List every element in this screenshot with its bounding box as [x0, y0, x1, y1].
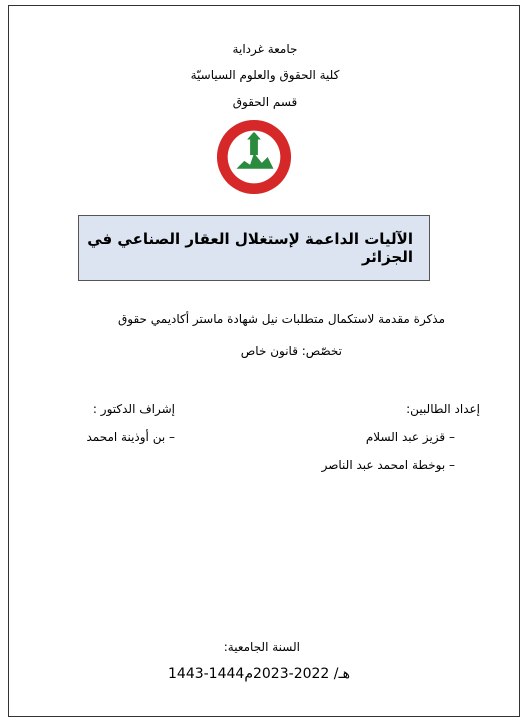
- specialization: تخصّص: قانون خاص: [240, 344, 342, 358]
- page-border: [8, 5, 520, 717]
- supervisor-name: – بن أوذينة امحمد: [86, 430, 175, 444]
- university-logo: [215, 118, 293, 196]
- university-name: جامعة غرداية: [232, 42, 298, 56]
- academic-year-value: 1443-1444هـ/ 2022-2023م: [168, 666, 350, 682]
- logo-tower: [250, 139, 258, 155]
- supervisor-label: إشراف الدكتور :: [92, 402, 175, 416]
- student-name-1: – قزيز عبد السلام: [365, 430, 455, 444]
- thesis-title: الآليات الداعمة لإستغلال العقار الصناعي في الجزائر: [87, 230, 413, 266]
- thesis-description: مذكرة مقدمة لاستكمال متطلبات نيل شهادة ماستر أكاديمي حقوق: [117, 312, 445, 326]
- faculty-name: كلية الحقوق والعلوم السياسيّة: [190, 68, 340, 82]
- department-name: قسم الحقوق: [232, 95, 298, 109]
- student-name-2: – بوخطة امحمد عبد الناصر: [321, 458, 455, 472]
- academic-year-label: السنة الجامعية:: [223, 640, 300, 654]
- title-box: [78, 215, 430, 281]
- students-label: إعداد الطالبين:: [406, 402, 480, 416]
